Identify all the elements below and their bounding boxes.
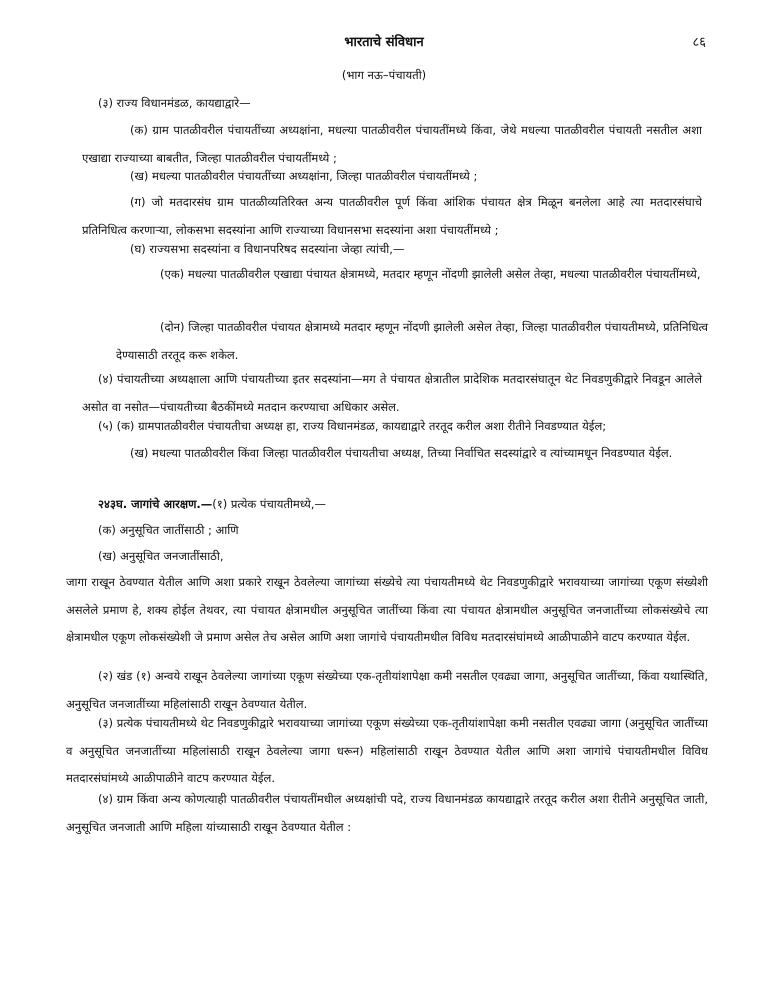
clause-3-gha-don: (दोन) जिल्हा पातळीवरील पंचायत क्षेत्रामध्ये मतदार म्हणून नोंदणी झालेली असेल तेव्हा, जिल्हा पातळीवरील पंचायतीमध्ये, प्रतिनिधित्व देण्यासाठी तरतूद करू शकेल. [116, 320, 708, 362]
section-243d-kha: (ख) अनुसूचित जनजातींसाठी, [98, 549, 224, 563]
clause-3-ka: (क) ग्राम पातळीवरील पंचायतींच्या अध्यक्षांना, मधल्या पातळीवरील पंचायतींमध्ये किंवा, जेथे मधल्या पातळीवरील पंचायती नसतील अशा एखाद्या राज्याच्या बाबतीत, जिल्हा पातळीवरील पंचायतींमध्ये ; [82, 123, 702, 165]
section-243d-clause-4: (४) ग्राम किंवा अन्य कोणत्याही पातळीवरील पंचायतींमधील अध्यक्षांची पदे, राज्य विधानमंडळ कायद्याद्वारे तरतूद करील अशा रीतीने अनुसूचित जाती, अनुसूचित जनजाती आणि महिला यांच्यासाठी राखून ठेवण्यात येतील : [66, 792, 708, 834]
part-subtitle: (भाग नऊ–पंचायती) [341, 68, 427, 82]
clause-5-ka: (५) (क) ग्रामपातळीवरील पंचायतीचा अध्यक्ष हा, राज्य विधानमंडळ, कायद्याद्वारे तरतूद करील अशा रीतीने निवडण्यात येईल; [98, 419, 607, 433]
section-243d-clause-1: (१) प्रत्येक पंचायतीमध्ये,— [212, 497, 326, 511]
clause-3-kha: (ख) मधल्या पातळीवरील पंचायतींच्या अध्यक्षांना, जिल्हा पातळीवरील पंचायतींमध्ये ; [130, 169, 478, 183]
clause-3-intro: (३) राज्य विधानमंडळ, कायद्याद्वारे— [98, 96, 251, 110]
clause-4: (४) पंचायतीच्या अध्यक्षाला आणि पंचायतीच्या इतर सदस्यांना—मग ते पंचायत क्षेत्रातील प्रादेशिक मतदारसंघातून थेट निवडणुकीद्वारे निवडून आलेले असोत वा नसोत—पंचायतीच्या बैठकींमध्ये मतदान करण्याचा अधिकार असेल. [82, 372, 702, 414]
section-243d-ka: (क) अनुसूचित जातींसाठी ; आणि [98, 523, 239, 537]
clause-5-kha: (ख) मधल्या पातळीवरील किंवा जिल्हा पातळीवरील पंचायतीचा अध्यक्ष, तिच्या निर्वाचित सदस्यांद्वारे व त्यांच्यामधून निवडण्यात येईल. [130, 446, 673, 460]
page-header-title: भारताचे संविधान [344, 35, 424, 50]
section-243d-heading [98, 491, 708, 519]
clause-3-ga: (ग) जो मतदारसंघ ग्राम पातळीव्यतिरिक्त अन्य पातळीवरील पूर्ण किंवा आंशिक पंचायत क्षेत्र मिळून बनलेला आहे त्या मतदारसंघाचे प्रतिनिधित्व करणाऱ्या, लोकसभा सदस्यांना आणि राज्याच्या विधानसभा सदस्यांना अशा पंचायतींमध्ये ; [82, 195, 702, 237]
section-243d-clause-3: (३) प्रत्येक पंचायतीमध्ये थेट निवडणुकीद्वारे भरावयाच्या जागांच्या एकूण संख्येच्या एक-तृतीयांशापेक्षा कमी नसतील एवढ्या जागा (अनुसूचित जातींच्या व अनुसूचित जनजातींच्या महिलांसाठी राखून ठेवलेल्या जागा धरून) महिलांसाठी राखून ठेवण्यात येतील आणि अशा जागांचे पंचायतीमधील विविध मतदारसंघांमध्ये आळीपाळीने वाटप करण्यात येईल. [66, 716, 708, 785]
section-243d-clause-2: (२) खंड (१) अन्वये राखून ठेवलेल्या जागांच्या एकूण संख्येच्या एक-तृतीयांशापेक्षा कमी नसतील एवढ्या जागा, अनुसूचित जातींच्या, किंवा यथास्थिति, अनुसूचित जनजातींच्या महिलांसाठी राखून ठेवण्यात येतील. [66, 669, 708, 711]
page-number: ८६ [692, 35, 706, 50]
section-243d-title: २४३घ. जागांचे आरक्षण.— [98, 497, 213, 511]
clause-3-gha-ek: (एक) मधल्या पातळीवरील एखाद्या पंचायत क्षेत्रामध्ये, मतदार म्हणून नोंदणी झालेली असेल तेव्हा, मधल्या पातळीवरील पंचायतींमध्ये, [160, 267, 701, 281]
section-243d-body: जागा राखून ठेवण्यात येतील आणि अशा प्रकारे राखून ठेवलेल्या जागांच्या संख्येचे त्या पंचायतीमध्ये थेट निवडणुकीद्वारे भरावयाच्या जागांच्या एकूण संख्येशी असलेले प्रमाण हे, शक्य होईल तेथवर, त्या पंचायत क्षेत्रामधील अनुसूचित जातींच्या किंवा त्या पंचायत क्षेत्रामधील अनुसूचित जनजातींच्या लोकसंख्येचे त्या क्षेत्रामधील एकूण लोकसंख्येशी जे प्रमाण असेल तेच असेल आणि अशा जागांचे पंचायतीमधील विविध मतदारसंघांमध्ये आळीपाळीने वाटप करण्यात येईल. [66, 575, 708, 644]
clause-3-gha: (घ) राज्यसभा सदस्यांना व विधानपरिषद सदस्यांना जेव्हा त्यांची,— [130, 242, 405, 256]
